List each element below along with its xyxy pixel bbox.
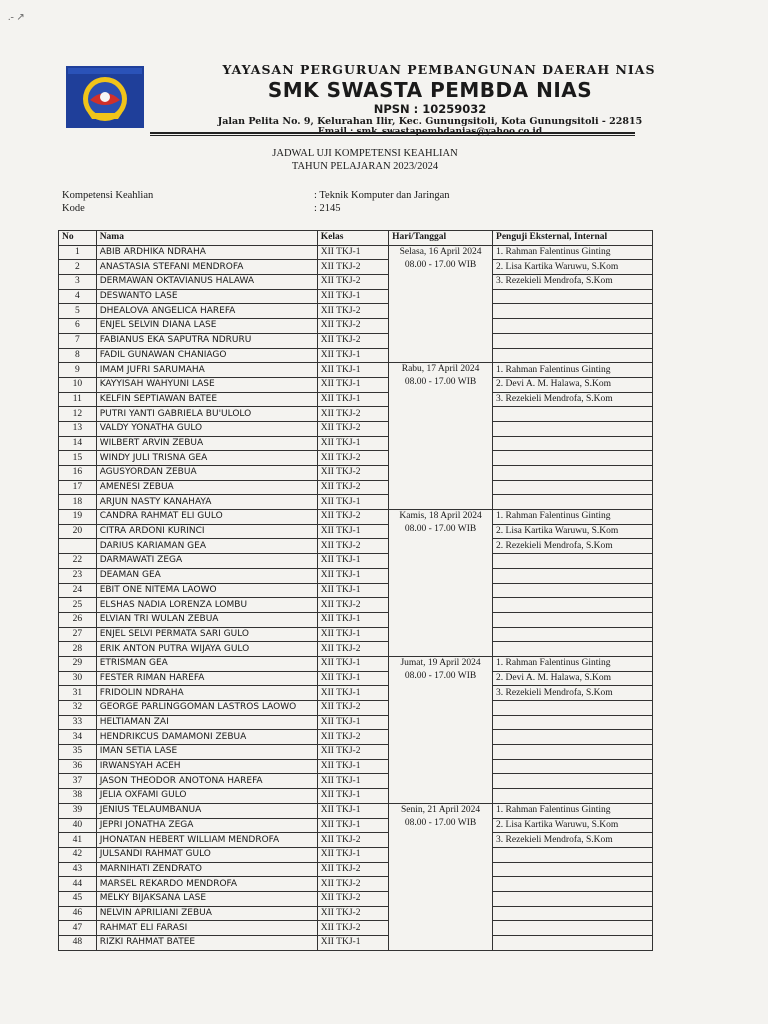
table-row — [59, 774, 653, 789]
col-header-penguji: Penguji Eksternal, Internal — [493, 231, 653, 246]
cell-penguji — [493, 774, 653, 789]
session-time: 08.00 - 17.00 WIB — [404, 259, 477, 270]
cell-no: 30 — [59, 671, 97, 686]
cell-kelas: XII TKJ-2 — [317, 642, 388, 657]
cell-penguji — [493, 421, 653, 436]
cell-no — [59, 539, 97, 554]
cell-no: 20 — [59, 524, 97, 539]
session-day: Rabu, 17 April 2024 — [401, 364, 480, 375]
cell-penguji — [493, 627, 653, 642]
table-row — [59, 304, 653, 319]
table-row — [59, 759, 653, 774]
cell-nama: VALDY YONATHA GULO — [96, 421, 317, 436]
cell-kelas: XII TKJ-1 — [317, 759, 388, 774]
cell-nama: JENIUS TELAUMBANUA — [96, 803, 317, 818]
table-row — [59, 789, 653, 804]
cell-kelas: XII TKJ-2 — [317, 480, 388, 495]
cell-penguji: 2. Lisa Kartika Waruwu, S.Kom — [493, 818, 653, 833]
cell-nama: FABIANUS EKA SAPUTRA NDRURU — [96, 333, 317, 348]
cell-no: 24 — [59, 583, 97, 598]
title-line-2: TAHUN PELAJARAN 2023/2024 — [291, 161, 439, 172]
cell-no: 14 — [59, 436, 97, 451]
cell-kelas: XII TKJ-1 — [317, 818, 388, 833]
cell-no: 47 — [59, 921, 97, 936]
cell-penguji: 2. Rezekieli Mendrofa, S.Kom — [493, 539, 653, 554]
cell-nama: JASON THEODOR ANOTONA HAREFA — [96, 774, 317, 789]
table-row — [59, 554, 653, 569]
cell-penguji — [493, 612, 653, 627]
cell-penguji — [493, 304, 653, 319]
table-row — [59, 392, 653, 407]
cell-hari-tanggal — [389, 803, 493, 950]
cell-hari-tanggal — [389, 656, 493, 803]
cell-kelas: XII TKJ-1 — [317, 789, 388, 804]
cell-no: 28 — [59, 642, 97, 657]
cell-no: 16 — [59, 466, 97, 481]
cell-nama: DARMAWATI ZEGA — [96, 554, 317, 569]
cell-no: 42 — [59, 847, 97, 862]
table-row — [59, 818, 653, 833]
table-row — [59, 612, 653, 627]
cell-penguji — [493, 451, 653, 466]
cell-nama: DESWANTO LASE — [96, 289, 317, 304]
cell-no: 32 — [59, 701, 97, 716]
cell-nama: ELVIAN TRI WULAN ZEBUA — [96, 612, 317, 627]
cell-nama: AMENESI ZEBUA — [96, 480, 317, 495]
table-row — [59, 436, 653, 451]
cell-penguji — [493, 436, 653, 451]
col-header-nama: Nama — [96, 231, 317, 246]
cell-penguji — [493, 701, 653, 716]
table-row — [59, 480, 653, 495]
cell-kelas: XII TKJ-2 — [317, 906, 388, 921]
cell-nama: IMAM JUFRI SARUMAHA — [96, 363, 317, 378]
table-row — [59, 510, 653, 525]
cell-penguji — [493, 921, 653, 936]
cell-kelas: XII TKJ-1 — [317, 568, 388, 583]
cell-kelas: XII TKJ-1 — [317, 436, 388, 451]
cell-nama: DHEALOVA ANGELICA HAREFA — [96, 304, 317, 319]
cell-penguji — [493, 348, 653, 363]
cell-no: 13 — [59, 421, 97, 436]
cell-nama: JHONATAN HEBERT WILLIAM MENDROFA — [96, 833, 317, 848]
cell-penguji: 2. Devi A. M. Halawa, S.Kom — [493, 377, 653, 392]
cell-penguji — [493, 568, 653, 583]
cell-penguji — [493, 466, 653, 481]
cell-no: 4 — [59, 289, 97, 304]
cell-nama: JULSANDI RAHMAT GULO — [96, 847, 317, 862]
table-row — [59, 730, 653, 745]
cell-no: 1 — [59, 245, 97, 260]
cell-penguji — [493, 936, 653, 951]
cell-penguji — [493, 583, 653, 598]
cell-kelas: XII TKJ-2 — [317, 539, 388, 554]
cell-no: 33 — [59, 715, 97, 730]
cell-nama: DARIUS KARIAMAN GEA — [96, 539, 317, 554]
cell-no: 39 — [59, 803, 97, 818]
table-row — [59, 275, 653, 290]
cell-nama: ENJEL SELVI PERMATA SARI GULO — [96, 627, 317, 642]
address: Jalan Pelita No. 9, Kelurahan Ilir, Kec. Gunungsitoli, Kota Gunungsitoli - 22815 — [217, 116, 643, 127]
cell-penguji: 1. Rahman Falentinus Ginting — [493, 363, 653, 378]
cell-nama: IMAN SETIA LASE — [96, 745, 317, 760]
cell-nama: WINDY JULI TRISNA GEA — [96, 451, 317, 466]
cell-penguji: 2. Lisa Kartika Waruwu, S.Kom — [493, 260, 653, 275]
cell-nama: ANASTASIA STEFANI MENDROFA — [96, 260, 317, 275]
cell-kelas: XII TKJ-1 — [317, 348, 388, 363]
cell-no: 25 — [59, 598, 97, 613]
cell-kelas: XII TKJ-2 — [317, 421, 388, 436]
cell-penguji: 3. Rezekieli Mendrofa, S.Kom — [493, 833, 653, 848]
table-row — [59, 598, 653, 613]
table-row — [59, 921, 653, 936]
cell-nama: MARNIHATI ZENDRATO — [96, 862, 317, 877]
cell-nama: GEORGE PARLINGGOMAN LASTROS LAOWO — [96, 701, 317, 716]
cell-nama: JELIA OXFAMI GULO — [96, 789, 317, 804]
cell-no: 11 — [59, 392, 97, 407]
cell-nama: CITRA ARDONI KURINCI — [96, 524, 317, 539]
col-header-hari: Hari/Tanggal — [389, 231, 493, 246]
table-row — [59, 877, 653, 892]
cell-nama: HELTIAMAN ZAI — [96, 715, 317, 730]
session-day: Jumat, 19 April 2024 — [400, 657, 481, 668]
npsn: NPSN : 10259032 — [373, 102, 487, 116]
table-row — [59, 833, 653, 848]
table-row — [59, 377, 653, 392]
session-day: Senin, 21 April 2024 — [400, 804, 481, 815]
cell-no: 43 — [59, 862, 97, 877]
cell-penguji — [493, 906, 653, 921]
cell-kelas: XII TKJ-1 — [317, 936, 388, 951]
cell-no: 3 — [59, 275, 97, 290]
table-header-row — [59, 231, 653, 246]
table-row — [59, 539, 653, 554]
cell-hari-tanggal — [389, 510, 493, 657]
table-row — [59, 245, 653, 260]
cell-no: 2 — [59, 260, 97, 275]
cell-nama: RIZKI RAHMAT BATEE — [96, 936, 317, 951]
table-row — [59, 745, 653, 760]
table-row — [59, 847, 653, 862]
letterhead — [150, 62, 710, 137]
cell-penguji: 3. Rezekieli Mendrofa, S.Kom — [493, 392, 653, 407]
cell-penguji — [493, 877, 653, 892]
table-row — [59, 319, 653, 334]
cell-no: 23 — [59, 568, 97, 583]
cell-kelas: XII TKJ-1 — [317, 524, 388, 539]
cell-no: 34 — [59, 730, 97, 745]
cell-no: 17 — [59, 480, 97, 495]
table-body — [59, 245, 653, 950]
label-kompetensi: Kompetensi Keahlian — [62, 190, 154, 201]
cell-penguji — [493, 642, 653, 657]
cell-penguji: 1. Rahman Falentinus Ginting — [493, 510, 653, 525]
school-name: SMK SWASTA PEMBDA NIAS — [267, 78, 593, 102]
cell-no: 18 — [59, 495, 97, 510]
cell-penguji: 1. Rahman Falentinus Ginting — [493, 803, 653, 818]
cell-penguji — [493, 789, 653, 804]
cell-nama: AGUSYORDAN ZEBUA — [96, 466, 317, 481]
cell-nama: ENJEL SELVIN DIANA LASE — [96, 319, 317, 334]
cell-kelas: XII TKJ-1 — [317, 554, 388, 569]
cell-kelas: XII TKJ-1 — [317, 245, 388, 260]
schedule-table — [58, 230, 653, 951]
cell-penguji — [493, 289, 653, 304]
session-time: 08.00 - 17.00 WIB — [404, 817, 477, 828]
table-row — [59, 891, 653, 906]
cell-penguji — [493, 480, 653, 495]
table-row — [59, 583, 653, 598]
cell-kelas: XII TKJ-2 — [317, 598, 388, 613]
cell-kelas: XII TKJ-2 — [317, 451, 388, 466]
cell-nama: FADIL GUNAWAN CHANIAGO — [96, 348, 317, 363]
cell-no: 19 — [59, 510, 97, 525]
session-time: 08.00 - 17.00 WIB — [404, 524, 477, 535]
value-kode: : 2145 — [314, 203, 341, 214]
cell-kelas: XII TKJ-2 — [317, 260, 388, 275]
cell-nama: NELVIN APRILIANI ZEBUA — [96, 906, 317, 921]
table-row — [59, 289, 653, 304]
cell-nama: CANDRA RAHMAT ELI GULO — [96, 510, 317, 525]
cell-nama: FRIDOLIN NDRAHA — [96, 686, 317, 701]
cell-kelas: XII TKJ-1 — [317, 656, 388, 671]
cell-hari-tanggal — [389, 245, 493, 363]
cell-nama: PUTRI YANTI GABRIELA BU'ULOLO — [96, 407, 317, 422]
cell-no: 29 — [59, 656, 97, 671]
cell-kelas: XII TKJ-1 — [317, 363, 388, 378]
cell-penguji — [493, 715, 653, 730]
cell-no: 10 — [59, 377, 97, 392]
cell-penguji: 2. Devi A. M. Halawa, S.Kom — [493, 671, 653, 686]
cell-nama: KELFIN SEPTIAWAN BATEE — [96, 392, 317, 407]
meta-values — [314, 189, 450, 215]
cell-kelas: XII TKJ-2 — [317, 275, 388, 290]
cell-nama: MELKY BIJAKSANA LASE — [96, 891, 317, 906]
cell-no: 22 — [59, 554, 97, 569]
cell-no: 6 — [59, 319, 97, 334]
cell-penguji — [493, 862, 653, 877]
cell-kelas: XII TKJ-2 — [317, 304, 388, 319]
cell-no: 37 — [59, 774, 97, 789]
cell-no: 31 — [59, 686, 97, 701]
cell-no: 26 — [59, 612, 97, 627]
cell-penguji: 1. Rahman Falentinus Ginting — [493, 245, 653, 260]
cell-no: 35 — [59, 745, 97, 760]
cell-kelas: XII TKJ-2 — [317, 319, 388, 334]
cell-no: 40 — [59, 818, 97, 833]
email: Email : smk_swastapembdanias@yahoo.co.id — [317, 127, 543, 137]
cell-penguji: 1. Rahman Falentinus Ginting — [493, 656, 653, 671]
session-time: 08.00 - 17.00 WIB — [404, 670, 477, 681]
cell-penguji: 3. Rezekieli Mendrofa, S.Kom — [493, 275, 653, 290]
cell-penguji — [493, 759, 653, 774]
col-header-no: No — [59, 231, 97, 246]
cell-no: 45 — [59, 891, 97, 906]
table-row — [59, 862, 653, 877]
cell-no: 8 — [59, 348, 97, 363]
school-logo-icon — [66, 66, 144, 128]
cell-kelas: XII TKJ-2 — [317, 333, 388, 348]
table-row — [59, 466, 653, 481]
table-row — [59, 936, 653, 951]
cell-kelas: XII TKJ-1 — [317, 774, 388, 789]
cell-kelas: XII TKJ-1 — [317, 392, 388, 407]
table-row — [59, 363, 653, 378]
cell-penguji: 3. Rezekieli Mendrofa, S.Kom — [493, 686, 653, 701]
cell-kelas: XII TKJ-2 — [317, 407, 388, 422]
cell-kelas: XII TKJ-1 — [317, 847, 388, 862]
meta-labels — [62, 189, 153, 215]
cell-penguji — [493, 554, 653, 569]
cell-kelas: XII TKJ-1 — [317, 671, 388, 686]
cell-kelas: XII TKJ-2 — [317, 745, 388, 760]
cell-no: 9 — [59, 363, 97, 378]
cell-nama: ELSHAS NADIA LORENZA LOMBU — [96, 598, 317, 613]
cell-penguji — [493, 407, 653, 422]
cell-kelas: XII TKJ-2 — [317, 833, 388, 848]
cell-nama: DERMAWAN OKTAVIANUS HALAWA — [96, 275, 317, 290]
table-row — [59, 348, 653, 363]
table-row — [59, 715, 653, 730]
col-header-kelas: Kelas — [317, 231, 388, 246]
title-line-1: JADWAL UJI KOMPETENSI KEAHLIAN — [272, 148, 458, 159]
cell-nama: ETRISMAN GEA — [96, 656, 317, 671]
cell-kelas: XII TKJ-1 — [317, 612, 388, 627]
cell-nama: FESTER RIMAN HAREFA — [96, 671, 317, 686]
cell-no: 38 — [59, 789, 97, 804]
cell-kelas: XII TKJ-2 — [317, 921, 388, 936]
cell-penguji — [493, 333, 653, 348]
cell-no: 12 — [59, 407, 97, 422]
cell-no: 27 — [59, 627, 97, 642]
cell-penguji: 2. Lisa Kartika Waruwu, S.Kom — [493, 524, 653, 539]
table-row — [59, 656, 653, 671]
cell-kelas: XII TKJ-2 — [317, 466, 388, 481]
cell-penguji — [493, 495, 653, 510]
cell-nama: HENDRIKCUS DAMAMONI ZEBUA — [96, 730, 317, 745]
cell-no: 5 — [59, 304, 97, 319]
cell-kelas: XII TKJ-2 — [317, 862, 388, 877]
header-rule-thin — [150, 135, 635, 136]
cell-no: 41 — [59, 833, 97, 848]
foundation-name: YAYASAN PERGURUAN PEMBANGUNAN DAERAH NIAS — [222, 62, 656, 77]
cell-kelas: XII TKJ-1 — [317, 627, 388, 642]
cell-nama: MARSEL REKARDO MENDROFA — [96, 877, 317, 892]
cell-penguji — [493, 847, 653, 862]
cell-penguji — [493, 598, 653, 613]
cell-kelas: XII TKJ-2 — [317, 701, 388, 716]
table-row — [59, 906, 653, 921]
cell-no: 46 — [59, 906, 97, 921]
document-title — [200, 147, 530, 173]
cell-nama: DEAMAN GEA — [96, 568, 317, 583]
cell-no: 48 — [59, 936, 97, 951]
cell-nama: ABIB ARDHIKA NDRAHA — [96, 245, 317, 260]
cell-no: 44 — [59, 877, 97, 892]
table-row — [59, 421, 653, 436]
table-row — [59, 803, 653, 818]
cell-penguji — [493, 745, 653, 760]
cell-kelas: XII TKJ-1 — [317, 715, 388, 730]
header-rule — [150, 132, 635, 134]
cell-kelas: XII TKJ-1 — [317, 686, 388, 701]
cell-nama: ERIK ANTON PUTRA WIJAYA GULO — [96, 642, 317, 657]
table-row — [59, 333, 653, 348]
table-row — [59, 701, 653, 716]
value-kompetensi: : Teknik Komputer dan Jaringan — [314, 190, 450, 201]
cell-nama: JEPRI JONATHA ZEGA — [96, 818, 317, 833]
cell-kelas: XII TKJ-1 — [317, 803, 388, 818]
corner-mark: .- ↗ — [8, 12, 25, 23]
table-row — [59, 568, 653, 583]
cell-kelas: XII TKJ-2 — [317, 730, 388, 745]
cell-nama: RAHMAT ELI FARASI — [96, 921, 317, 936]
cell-kelas: XII TKJ-1 — [317, 495, 388, 510]
cell-penguji — [493, 319, 653, 334]
cell-kelas: XII TKJ-1 — [317, 377, 388, 392]
cell-kelas: XII TKJ-2 — [317, 877, 388, 892]
table-row — [59, 407, 653, 422]
cell-penguji — [493, 730, 653, 745]
cell-kelas: XII TKJ-2 — [317, 891, 388, 906]
cell-nama: KAYYISAH WAHYUNI LASE — [96, 377, 317, 392]
session-day: Kamis, 18 April 2024 — [399, 511, 482, 522]
cell-kelas: XII TKJ-1 — [317, 289, 388, 304]
table-row — [59, 671, 653, 686]
table-row — [59, 627, 653, 642]
session-day: Selasa, 16 April 2024 — [399, 246, 482, 257]
table-row — [59, 260, 653, 275]
table-row — [59, 451, 653, 466]
session-time: 08.00 - 17.00 WIB — [404, 377, 477, 388]
cell-penguji — [493, 891, 653, 906]
table-row — [59, 524, 653, 539]
table-row — [59, 495, 653, 510]
cell-no: 36 — [59, 759, 97, 774]
label-kode: Kode — [62, 203, 85, 214]
table-row — [59, 642, 653, 657]
cell-kelas: XII TKJ-2 — [317, 510, 388, 525]
table-row — [59, 686, 653, 701]
cell-nama: EBIT ONE NITEMA LAOWO — [96, 583, 317, 598]
cell-nama: ARJUN NASTY KANAHAYA — [96, 495, 317, 510]
cell-no: 15 — [59, 451, 97, 466]
cell-nama: IRWANSYAH ACEH — [96, 759, 317, 774]
cell-hari-tanggal — [389, 363, 493, 510]
cell-nama: WILBERT ARVIN ZEBUA — [96, 436, 317, 451]
cell-no: 7 — [59, 333, 97, 348]
cell-kelas: XII TKJ-1 — [317, 583, 388, 598]
